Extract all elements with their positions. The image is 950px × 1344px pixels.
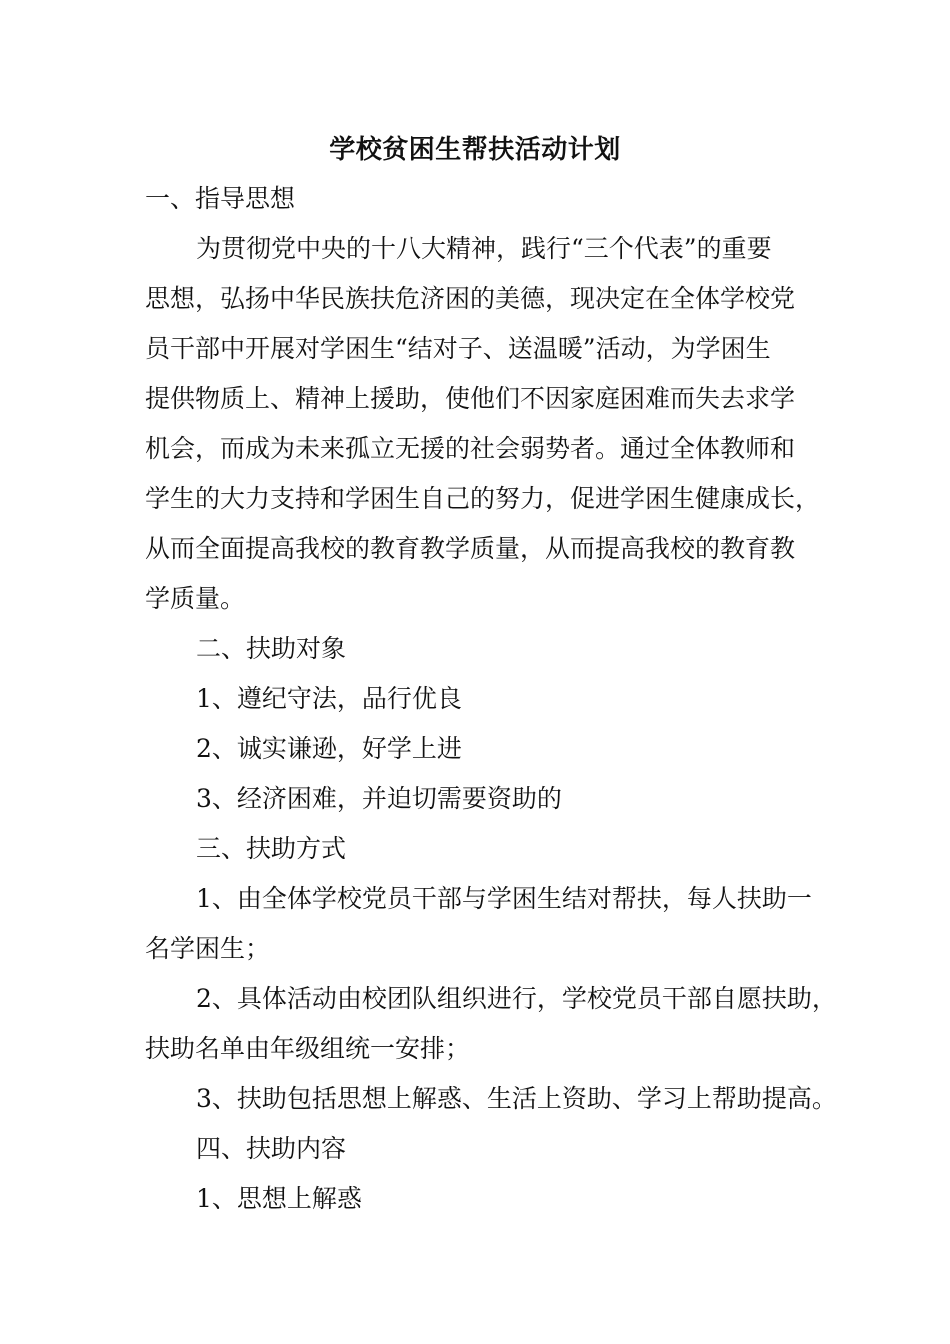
main-body: [145, 224, 835, 1224]
list-item: 3、扶助包括思想上解惑、生活上资助、学习上帮助提高。: [196, 1084, 837, 1113]
list-item: 3、经济困难，并迫切需要资助的: [196, 784, 562, 813]
list-item: 1、遵纪守法，品行优良: [196, 684, 462, 713]
section-heading-target: 二、扶助对象: [196, 634, 347, 663]
section-heading-guiding-thought: 一、指导思想: [145, 184, 296, 213]
section-heading-content: 四、扶助内容: [196, 1134, 347, 1163]
paragraph-line: 学质量。: [145, 584, 246, 613]
list-item: 2、诚实谦逊，好学上进: [196, 734, 462, 763]
list-item: 1、思想上解惑: [196, 1184, 362, 1213]
paragraph-line: 思想，弘扬中华民族扶危济困的美德，现决定在全体学校党: [145, 284, 796, 313]
list-item: 1、由全体学校党员干部与学困生结对帮扶，每人扶助一: [196, 884, 812, 913]
paragraph-line: 为贯彻党中央的十八大精神，践行“三个代表”的重要: [196, 234, 772, 263]
paragraph-line: 机会，而成为未来孤立无援的社会弱势者。通过全体教师和: [145, 434, 796, 463]
list-item-continuation: 名学困生；: [145, 934, 271, 963]
paragraph-line: 从而全面提高我校的教育教学质量，从而提高我校的教育教: [145, 534, 796, 563]
paragraph-line: 员干部中开展对学困生“结对子、送温暖”活动，为学困生: [145, 334, 771, 363]
list-item: 2、具体活动由校团队组织进行，学校党员干部自愿扶助，: [196, 984, 837, 1013]
document-title: 学校贫困生帮扶活动计划: [329, 135, 621, 165]
paragraph-line: 提供物质上、精神上援助，使他们不因家庭困难而失去求学: [145, 384, 796, 413]
list-item-continuation: 扶助名单由年级组统一安排；: [145, 1034, 471, 1063]
paragraph-line: 学生的大力支持和学困生自己的努力，促进学困生健康成长，: [145, 484, 821, 513]
section-heading-method: 三、扶助方式: [196, 834, 347, 863]
